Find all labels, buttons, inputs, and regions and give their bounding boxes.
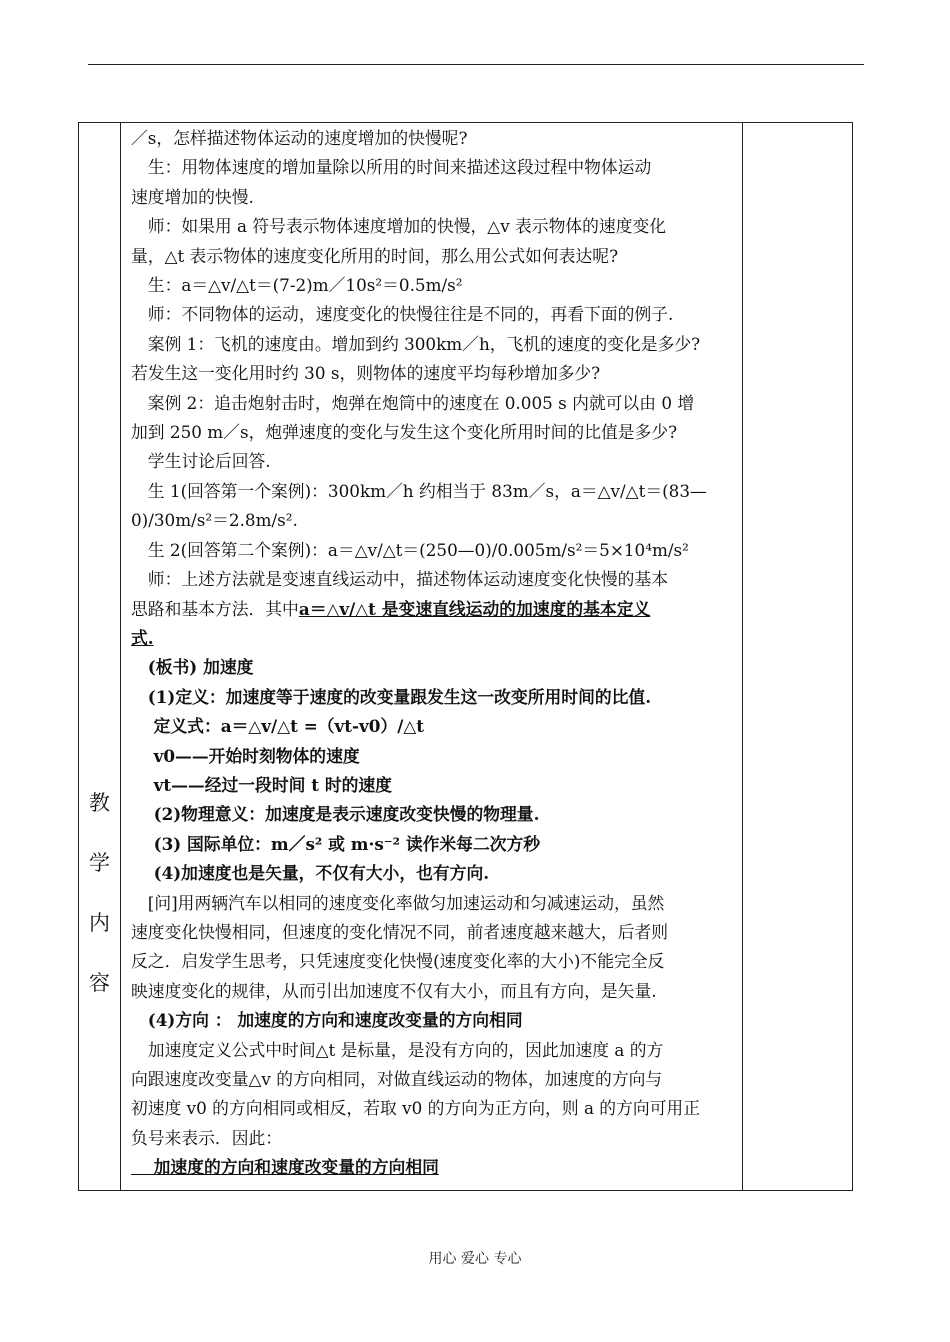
text-line: 生：a＝△v/△t＝(7-2)m／10s²＝0.5m/s²	[131, 275, 463, 296]
text-line: 加到 250 m／s，炮弹速度的变化与发生这个变化所用时间的比值是多少?	[131, 422, 678, 443]
section-label-char: 内	[89, 911, 110, 935]
text-line: 速度变化快慢相同，但速度的变化情况不同，前者速度越来越大，后者则	[131, 921, 669, 942]
text-line: 0)/30m/s²＝2.8m/s².	[131, 510, 298, 531]
page-footer: 用心 爱心 专心	[428, 1251, 522, 1267]
lesson-content	[131, 124, 735, 1183]
definition-line: (1)定义：加速度等于速度的改变量跟发生这一改变所用时间的比值.	[131, 686, 652, 707]
definition-emphasis: 式.	[131, 627, 154, 648]
text-line: 速度增加的快慢.	[131, 186, 254, 207]
text-line: 案例 1：飞机的速度由。增加到约 300km／h，飞机的速度的变化是多少?	[131, 333, 701, 354]
text-line: 量，△t 表示物体的速度变化所用的时间，那么用公式如何表达呢?	[131, 245, 619, 266]
vt-meaning: vt——经过一段时间 t 时的速度	[131, 774, 392, 795]
text-line: 映速度变化的规律，从而引出加速度不仅有大小，而且有方向，是矢量.	[131, 980, 657, 1001]
text-line: [问]用两辆汽车以相同的速度变化率做匀加速运动和匀减速运动，虽然	[131, 892, 665, 913]
direction-heading: (4)方向 ： 加速度的方向和速度改变量的方向相同	[131, 1010, 523, 1031]
section-label-char: 教	[89, 791, 110, 815]
text-line: 师：上述方法就是变速直线运动中，描述物体运动速度变化快慢的基本	[131, 569, 669, 590]
text-fragment: 思路和基本方法．其中	[131, 598, 299, 619]
text-line: 师：如果用 a 符号表示物体速度增加的快慢，△v 表示物体的速度变化	[131, 216, 667, 237]
text-line: 反之．启发学生思考，只凭速度变化快慢(速度变化率的大小)不能完全反	[131, 951, 665, 972]
text-line: 生 1(回答第一个案例)：300km／h 约相当于 83m／s，a＝△v/△t＝(83—	[131, 480, 707, 501]
text-line: ／s，怎样描述物体运动的速度增加的快慢呢?	[131, 128, 468, 148]
text-line: 案例 2：追击炮射击时，炮弹在炮筒中的速度在 0.005 s 内就可以由 0 增	[131, 392, 695, 413]
definition-emphasis: a＝△v/△t 是变速直线运动的加速度的基本定义	[298, 598, 651, 619]
text-line: 向跟速度改变量△v 的方向相同，对做直线运动的物体，加速度的方向与	[131, 1069, 663, 1089]
v0-meaning: v0——开始时刻物体的速度	[131, 745, 360, 766]
text-line: 师：不同物体的运动，速度变化的快慢往往是不同的，再看下面的例子.	[131, 304, 674, 325]
section-label-char: 容	[89, 971, 110, 995]
column-divider	[120, 123, 121, 1190]
text-line: 初速度 v0 的方向相同或相反，若取 v0 的方向为正方向，则 a 的方向可用正	[131, 1098, 700, 1119]
column-divider	[742, 123, 743, 1190]
header-rule	[88, 64, 864, 65]
text-line	[131, 595, 735, 624]
text-line: 生 2(回答第二个案例)：a＝△v/△t＝(250—0)/0.005m/s²＝5×10⁴m/s²	[131, 539, 689, 560]
text-line: 学生讨论后回答.	[131, 451, 271, 472]
si-unit: (3) 国际单位：m／s² 或 m·s⁻² 读作米每二次方秒	[131, 833, 541, 854]
text-line: 若发生这一变化用时约 30 s，则物体的速度平均每秒增加多少?	[131, 363, 601, 384]
board-title: (板书) 加速度	[131, 657, 254, 678]
vector-note: (4)加速度也是矢量，不仅有大小，也有方向.	[131, 863, 490, 884]
formula-line: 定义式：a＝△v/△t =（vt-v0）/△t	[131, 716, 424, 737]
text-line: 生：用物体速度的增加量除以所用的时间来描述这段过程中物体运动	[131, 157, 652, 178]
text-line: 负号来表示．因此：	[131, 1127, 283, 1148]
section-label	[79, 773, 120, 1013]
conclusion-line: 加速度的方向和速度改变量的方向相同	[131, 1157, 439, 1178]
text-line: 加速度定义公式中时间△t 是标量，是没有方向的，因此加速度 a 的方	[131, 1039, 664, 1060]
physical-meaning: (2)物理意义：加速度是表示速度改变快慢的物理量.	[131, 804, 540, 825]
section-label-char: 学	[89, 851, 110, 875]
